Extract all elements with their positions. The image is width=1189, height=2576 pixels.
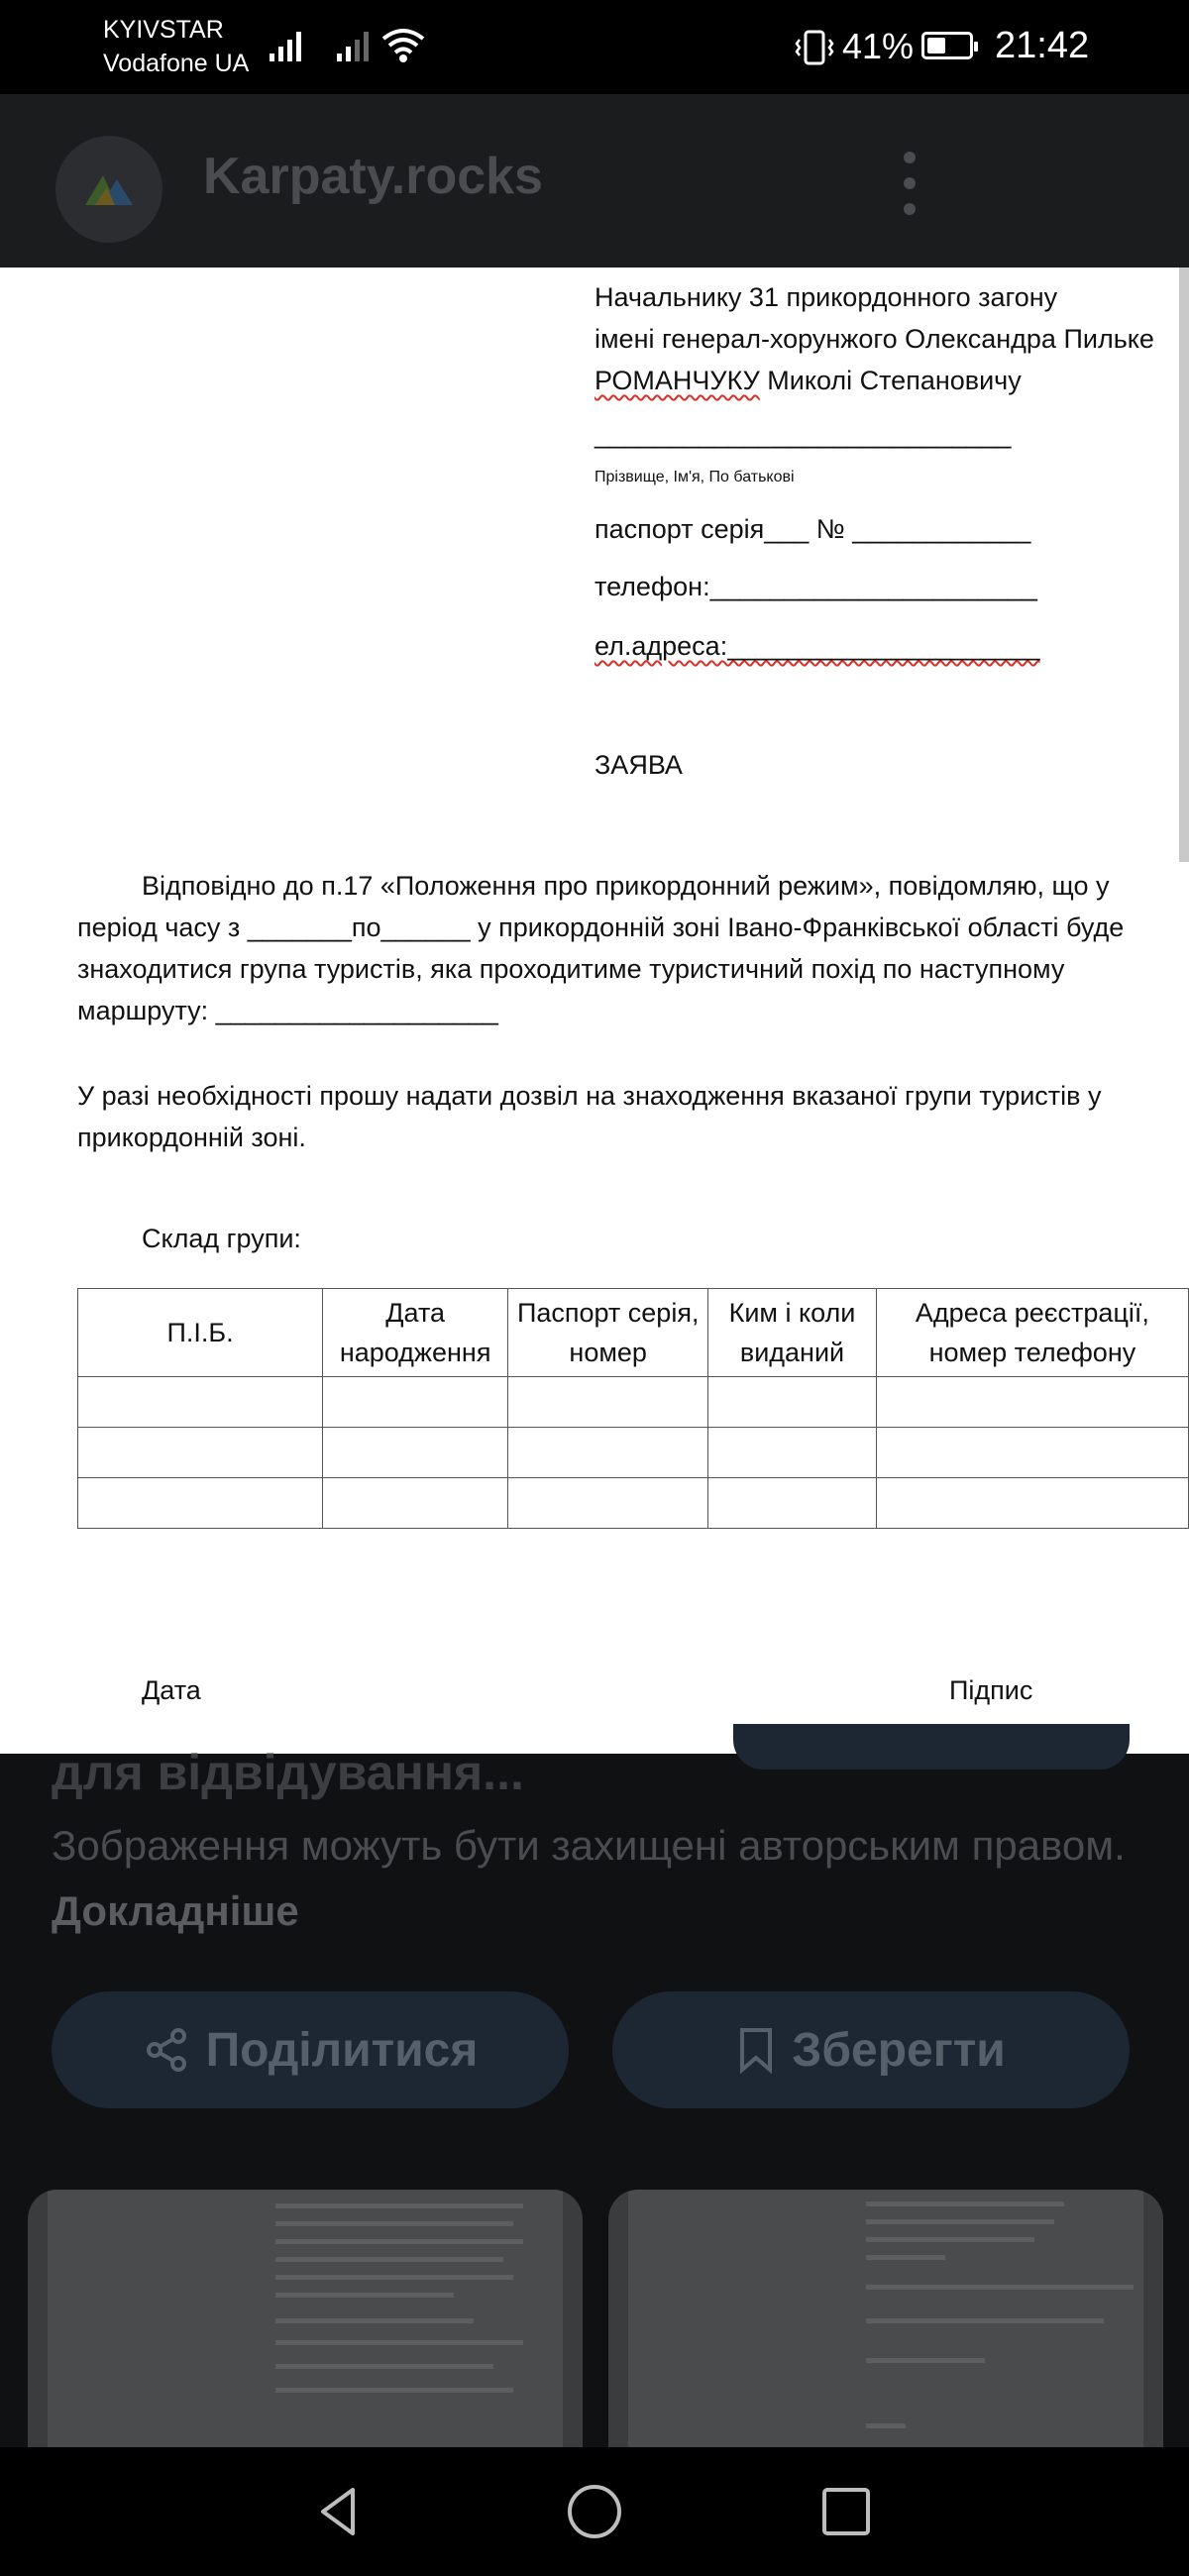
share-label: Поділитися: [205, 2023, 479, 2077]
name-hint: Прізвище, Ім'я, По батькові: [594, 469, 795, 485]
learn-more-link[interactable]: Докладніше: [52, 1887, 299, 1934]
site-name[interactable]: Karpaty.rocks: [203, 148, 543, 205]
addressee-line-1: Начальнику 31 прикордонного загону: [594, 282, 1058, 312]
copyright-notice: [52, 1813, 1141, 1944]
app-bar: [0, 94, 1189, 268]
site-logo-icon[interactable]: [55, 136, 162, 243]
table-cell: [876, 1428, 1188, 1478]
save-label: Зберегти: [792, 2023, 1006, 2077]
document-preview[interactable]: [0, 268, 1189, 1754]
para1-line-1: Відповідно до п.17 «Положення про прикордонний режим», повідомляю, що у: [142, 871, 1110, 901]
table-cell: [78, 1478, 323, 1529]
table-cell: [508, 1428, 708, 1478]
battery-icon: [921, 32, 973, 59]
para1-line-2: період часу з _______по______ у прикордонній зоні Івано-Франківської області буде: [77, 912, 1125, 942]
signature-label: Підпис: [949, 1675, 1033, 1705]
scrollbar[interactable]: [1179, 268, 1189, 862]
passport-line: паспорт серія___ № ____________: [594, 514, 1031, 544]
table-cell: [708, 1478, 877, 1529]
result-title: для відвідування...: [52, 1745, 524, 1800]
wifi-icon: [380, 26, 426, 65]
signal-icon: [270, 28, 301, 61]
table-header: Дата народження: [323, 1289, 508, 1377]
table-row: [78, 1478, 1189, 1529]
clock: 21:42: [995, 25, 1090, 66]
document-heading: ЗАЯВА: [594, 750, 683, 780]
table-cell: [508, 1478, 708, 1529]
status-bar: [0, 0, 1189, 94]
group-table: [77, 1288, 1189, 1529]
signal-icon: [337, 28, 369, 61]
more-vert-icon[interactable]: [900, 152, 919, 241]
carrier-2: Vodafone UA: [103, 50, 250, 77]
group-label: Склад групи:: [142, 1224, 301, 1253]
home-icon[interactable]: [565, 2482, 624, 2541]
email-line-text: ел.адреса:_____________________: [594, 631, 1040, 661]
carrier-1: KYIVSTAR: [103, 16, 224, 44]
phone-line: телефон:______________________: [594, 572, 1037, 601]
related-image-thumbnail[interactable]: [608, 2190, 1163, 2477]
share-icon: [143, 2026, 190, 2074]
para2-line-1: У разі необхідності прошу надати дозвіл на знаходження вказаної групи туристів у: [77, 1081, 1102, 1111]
addressee-name: Миколі Степановичу: [759, 366, 1022, 395]
table-cell: [323, 1428, 508, 1478]
recents-icon[interactable]: [816, 2482, 876, 2541]
vibrate-icon: [793, 30, 836, 65]
table-cell: [78, 1377, 323, 1428]
name-blank: ____________________________: [594, 419, 1012, 449]
table-header: Паспорт серія, номер: [508, 1289, 708, 1377]
share-button[interactable]: [52, 1991, 569, 2108]
email-line: [594, 626, 1040, 666]
table-cell: [708, 1377, 877, 1428]
battery-percent: 41%: [842, 26, 915, 66]
para1-line-4: маршруту: ___________________: [77, 996, 498, 1025]
table-header: Адреса реєстрації, номер телефону: [876, 1289, 1188, 1377]
table-header: Ким і коли виданий: [708, 1289, 877, 1377]
navigation-bar: [0, 2447, 1189, 2576]
table-cell: [876, 1478, 1188, 1529]
addressee-line-2: [594, 319, 1154, 359]
addressee-line-3: [594, 361, 1022, 400]
table-header: П.І.Б.: [78, 1289, 323, 1377]
bookmark-icon: [736, 2026, 776, 2074]
para1-line-3: знаходитися група туристів, яка проходитиме туристичний похід по наступному: [77, 954, 1065, 984]
table-row: [78, 1428, 1189, 1478]
table-cell: [78, 1428, 323, 1478]
table-cell: [708, 1428, 877, 1478]
table-cell: [508, 1377, 708, 1428]
addressee-line-2-text: імені генерал-хорунжого Олександра Пильке: [594, 324, 1154, 354]
table-cell: [323, 1377, 508, 1428]
related-image-thumbnail[interactable]: [28, 2190, 583, 2477]
table-row: [78, 1377, 1189, 1428]
visit-button-edge[interactable]: [733, 1724, 1130, 1770]
table-cell: [323, 1478, 508, 1529]
table-cell: [876, 1377, 1188, 1428]
copyright-text: Зображення можуть бути захищені авторським правом.: [52, 1822, 1126, 1869]
date-label: Дата: [142, 1675, 201, 1705]
addressee-surname: РОМАНЧУКУ: [594, 366, 760, 395]
save-button[interactable]: [612, 1991, 1130, 2108]
table-header-row: [78, 1289, 1189, 1377]
para2-line-2: прикордонній зоні.: [77, 1123, 306, 1152]
back-icon[interactable]: [309, 2482, 369, 2541]
